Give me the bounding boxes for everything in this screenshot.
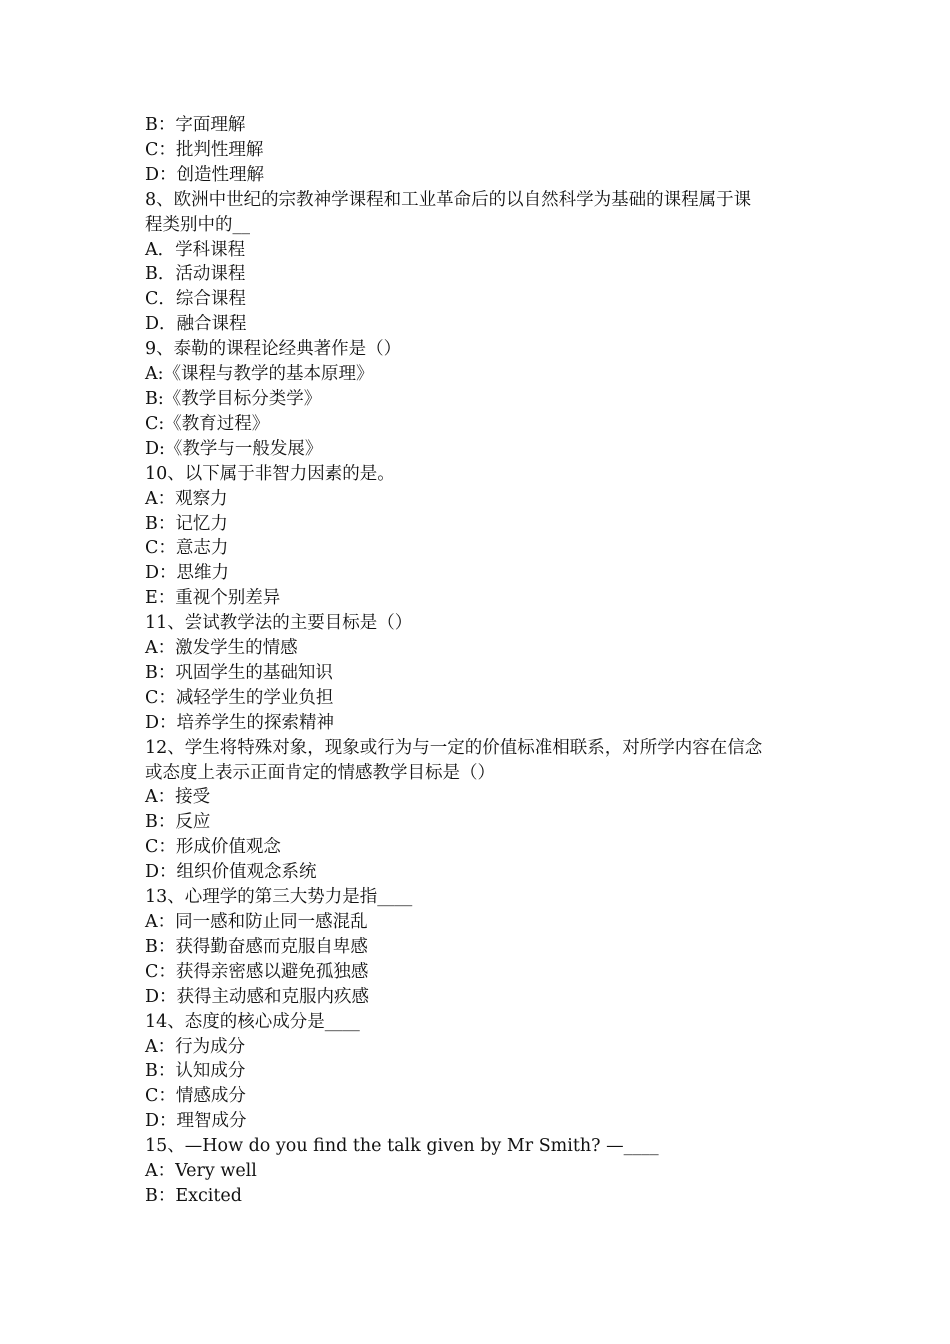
option-c-text: C:《教育过程》 [145, 413, 270, 434]
option-c-text: C：情感成分 [145, 1086, 246, 1107]
option-a-text: A：行为成分 [145, 1036, 246, 1057]
option-d-text: D:《教学与一般发展》 [145, 438, 323, 459]
option-b-text: B：认知成分 [145, 1061, 246, 1082]
option-a-text: A：Very well [145, 1161, 257, 1182]
option-d-text: D：创造性理解 [145, 164, 265, 185]
option-b-text: B：巩固学生的基础知识 [145, 662, 333, 683]
question-8-stem: 8、欧洲中世纪的宗教神学课程和工业革命后的以自然科学为基础的课程属于课 [145, 189, 752, 210]
option-d-text: D：理智成分 [145, 1111, 247, 1132]
question-10-stem: 10、以下属于非智力因素的是。 [145, 463, 395, 484]
option-a-text: A：接受 [145, 787, 211, 808]
option-d-text: D：获得主动感和克服内疚感 [145, 986, 370, 1007]
option-c-text: C：获得亲密感以避免孤独感 [145, 961, 369, 982]
option-d-text: D．融合课程 [145, 314, 247, 335]
question-11-stem: 11、尝试教学法的主要目标是（） [145, 613, 413, 634]
option-b-text: B：获得勤奋感而克服自卑感 [145, 936, 368, 957]
option-b-text: B：字面理解 [145, 115, 246, 135]
option-d-text: D：培养学生的探索精神 [145, 712, 335, 733]
option-c-text: C：批判性理解 [145, 139, 264, 160]
option-a-text: A：同一感和防止同一感混乱 [145, 912, 368, 932]
option-c-text: C：意志力 [145, 538, 229, 559]
question-12-stem-continued: 或态度上表示正面肯定的情感教学目标是（） [145, 762, 495, 783]
option-d-text: D：思维力 [145, 563, 230, 584]
option-a-text: A．学科课程 [145, 239, 246, 260]
question-14-stem: 14、态度的核心成分是____ [145, 1011, 360, 1032]
option-b-text: B：记忆力 [145, 513, 228, 534]
option-b-text: B:《教学目标分类学》 [145, 388, 322, 409]
option-d-text: D：组织价值观念系统 [145, 862, 317, 883]
option-a-text: A:《课程与教学的基本原理》 [145, 364, 374, 385]
option-e-text: E：重视个别差异 [145, 588, 281, 609]
option-c-text: C：减轻学生的学业负担 [145, 687, 334, 708]
option-c-text: C：形成价值观念 [145, 837, 281, 858]
question-13-stem: 13、心理学的第三大势力是指____ [145, 887, 413, 908]
option-b-text: B：反应 [145, 812, 211, 833]
option-a-text: A：观察力 [145, 488, 228, 509]
option-b-text: B．活动课程 [145, 264, 246, 285]
option-b-text: B：Excited [145, 1185, 242, 1206]
question-12-stem: 12、学生将特殊对象，现象或行为与一定的价值标准相联系，对所学内容在信念 [145, 737, 763, 758]
question-text-block [145, 113, 825, 1209]
option-c-text: C．综合课程 [145, 289, 246, 310]
question-15-stem: 15、—How do you find the talk given by Mr Smith? —____ [145, 1136, 659, 1157]
question-8-stem-continued: 程类别中的__ [145, 214, 250, 235]
question-9-stem: 9、泰勒的课程论经典著作是（） [145, 339, 402, 360]
option-a-text: A：激发学生的情感 [145, 638, 298, 659]
